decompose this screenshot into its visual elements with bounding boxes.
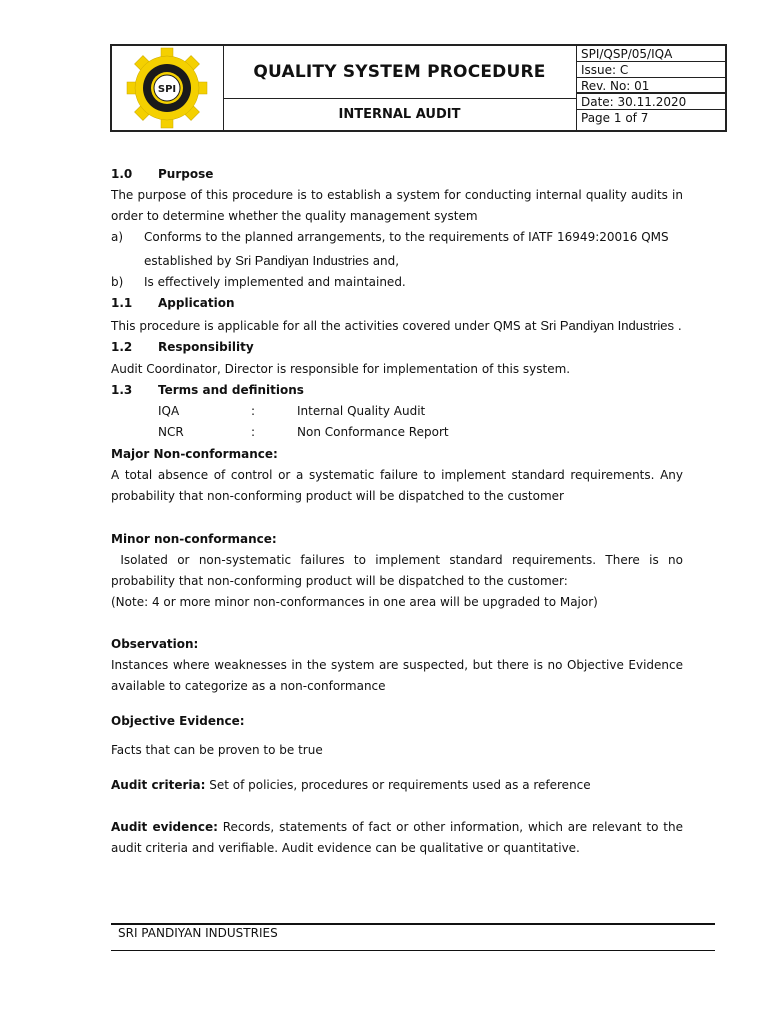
audit-criteria-label: Audit criteria: [111, 778, 206, 792]
list-item-text: established by [144, 254, 236, 268]
date-field: Date: 30.11.2020 [577, 94, 725, 110]
audit-evidence-text: Records, statements of fact or other information, which are relevant to the audit criteria and verifiable. Audit evidence can be qualitative or quantitative. [111, 820, 687, 855]
logo-cell [112, 46, 224, 130]
logo-text: SPI [157, 84, 177, 95]
doc-number: SPI/QSP/05/IQA [577, 46, 725, 62]
list-item-text: Is effectively implemented and maintained. [144, 275, 406, 289]
section-number: 1.1 [111, 296, 133, 310]
section-heading [111, 380, 683, 401]
audit-criteria [111, 775, 683, 796]
document-subtitle: INTERNAL AUDIT [223, 98, 577, 130]
page-field: Page 1 of 7 [581, 111, 649, 125]
footer-company-name: SRI PANDIYAN INDUSTRIES [118, 926, 278, 940]
section-heading [111, 293, 683, 314]
section-number: 1.0 [111, 167, 133, 181]
list-item [111, 227, 683, 248]
application-text [111, 315, 683, 337]
section-title: Terms and definitions [158, 383, 304, 397]
company-name: Sri Pandiyan Industries [540, 318, 675, 333]
purpose-text: The purpose of this procedure is to establish a system for conducting internal quality audits in order to determine whether the quality management system [111, 188, 683, 223]
list-item-continuation [144, 250, 684, 272]
minor-nc-heading: Minor non-conformance: [111, 532, 277, 546]
section-title: Responsibility [158, 340, 254, 354]
footer-divider-bottom [111, 950, 715, 951]
document-title: QUALITY SYSTEM PROCEDURE [223, 46, 577, 99]
issue-field: Issue: C [577, 62, 725, 78]
definition-term: NCR [158, 425, 184, 439]
minor-nc-text: Isolated or non-systematic failures to implement standard requirements. There is no probability that non-conforming product will be dispatched to the customer: [111, 553, 687, 588]
revision-field: Rev. No: 01 [577, 78, 725, 94]
definition-text: Non Conformance Report [297, 425, 449, 439]
definition-term: IQA [158, 404, 180, 418]
audit-criteria-text: Set of policies, procedures or requirements used as a reference [205, 778, 591, 792]
section-title: Application [158, 296, 235, 310]
document-header [110, 44, 727, 132]
major-nc-text: A total absence of control or a systematic failure to implement standard requirements. Any probability that non-conforming product will be dispatched to the customer [111, 468, 683, 503]
section-heading [111, 337, 683, 358]
observation-text: Instances where weaknesses in the system are suspected, but there is no Objective Evidence available to categorize as a non-conformance [111, 658, 683, 693]
definition-text: Internal Quality Audit [297, 404, 426, 418]
objective-evidence-text: Facts that can be proven to be true [111, 743, 323, 757]
observation-heading: Observation: [111, 637, 199, 651]
company-logo [112, 46, 223, 130]
list-item-text: Conforms to the planned arrangements, to the requirements of IATF 16949:20016 QMS [144, 230, 669, 244]
definition-separator: : [251, 425, 256, 439]
document-meta [577, 46, 725, 130]
section-heading [111, 164, 683, 185]
objective-evidence-heading: Objective Evidence: [111, 714, 245, 728]
section-title: Purpose [158, 167, 214, 181]
audit-evidence [111, 817, 687, 859]
company-name: Sri Pandiyan Industries [235, 253, 369, 268]
application-text-part: . [674, 319, 682, 333]
list-marker: b) [111, 275, 124, 289]
major-nc-heading: Major Non-conformance: [111, 447, 278, 461]
minor-nc-note: (Note: 4 or more minor non-conformances in one area will be upgraded to Major) [111, 595, 598, 609]
list-marker: a) [111, 230, 124, 244]
application-text-part: This procedure is applicable for all the activities covered under QMS at [111, 319, 541, 333]
list-item [111, 272, 683, 293]
section-number: 1.3 [111, 383, 133, 397]
footer-divider-top [111, 923, 715, 925]
section-number: 1.2 [111, 340, 133, 354]
audit-evidence-label: Audit evidence: [111, 820, 218, 834]
definition-separator: : [251, 404, 256, 418]
list-item-text: and, [368, 254, 400, 268]
responsibility-text: Audit Coordinator, Director is responsible for implementation of this system. [111, 362, 571, 376]
